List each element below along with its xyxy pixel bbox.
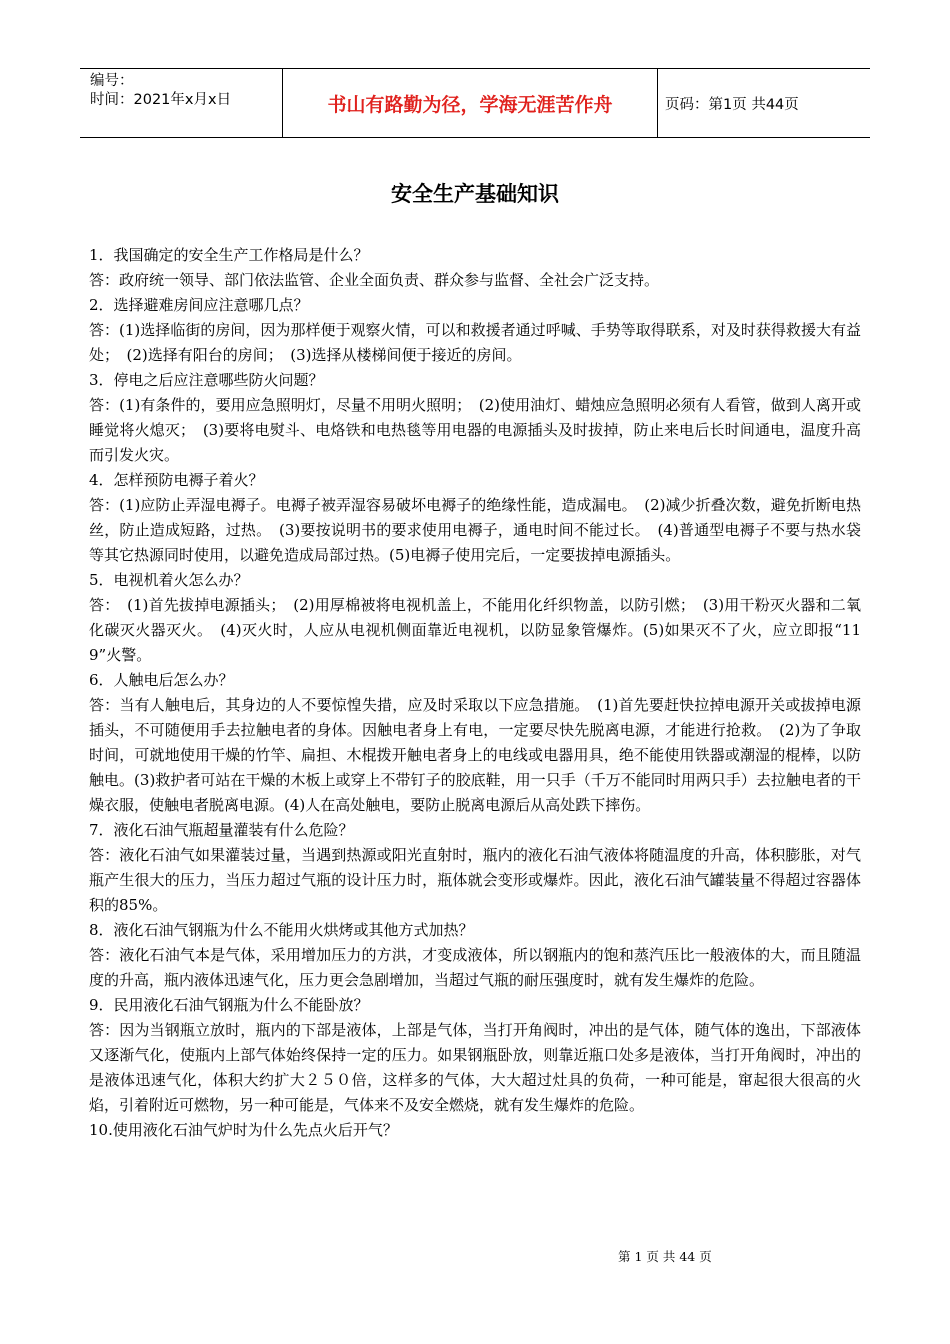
question-6: 6．人触电后怎么办？	[89, 671, 234, 689]
answer-3: 答：(1)有条件的，要用应急照明灯，尽量不用明火照明； (2)使用油灯、蜡烛应急照明必须有人看管，做到人离开或睡觉将火熄灭； (3)要将电熨斗、电烙铁和电热毯等用电器的电源插头及时拔掉，防止来电后长时间通电，温度升高而引发火灾。	[89, 396, 861, 464]
header-page-info: 页码：第1页 共44页	[665, 96, 799, 113]
document-body	[89, 243, 861, 1143]
question-3: 3．停电之后应注意哪些防火问题？	[89, 371, 324, 389]
page-footer: 第 1 页 共 44 页	[618, 1249, 712, 1264]
question-8: 8．液化石油气钢瓶为什么不能用火烘烤或其他方式加热？	[89, 921, 474, 939]
header-motto: 书山有路勤为径，学海无涯苦作舟	[282, 69, 658, 137]
question-4: 4．怎样预防电褥子着火？	[89, 471, 264, 489]
answer-6: 答：当有人触电后，其身边的人不要惊惶失措，应及时采取以下应急措施。 (1)首先要赶快拉掉电源开关或拔掉电源插头，不可随便用手去拉触电者的身体。因触电者身上有电，一定要尽快先脱离电源，才能进行抢救。 (2)为了争取时间，可就地使用干燥的竹竿、扁担、木棍拨开触电者身上的电线或电器用具，绝不能使用铁器或潮湿的棍棒，以防触电。(3)救护者可站在干燥的木板上或穿上不带钉子的胶底鞋，用一只手（千万不能同时用两只手）去拉触电者的干燥衣服，使触电者脱离电源。(4)人在高处触电，要防止脱离电源后从高处跌下摔伤。	[89, 696, 861, 814]
answer-1: 答：政府统一领导、部门依法监管、企业全面负责、群众参与监督、全社会广泛支持。	[89, 271, 660, 289]
document-number-label: 编号：	[90, 73, 134, 89]
question-2: 2．选择避难房间应注意哪几点？	[89, 296, 309, 314]
question-5: 5．电视机着火怎么办？	[89, 571, 249, 589]
question-7: 7．液化石油气瓶超量灌装有什么危险？	[89, 821, 354, 839]
page-header	[80, 68, 870, 138]
answer-5: 答： (1)首先拔掉电源插头； (2)用厚棉被将电视机盖上，不能用化纤织物盖，以防引燃； (3)用干粉灭火器和二氧化碳灭火器灭火。 (4)灭火时，人应从电视机侧面靠近电视机，以防显象管爆炸。(5)如果灭不了火，应立即报“11 9”火警。	[89, 596, 861, 664]
question-9: 9．民用液化石油气钢瓶为什么不能卧放？	[89, 996, 369, 1014]
answer-2: 答：(1)选择临街的房间，因为那样便于观察火情，可以和救援者通过呼喊、手势等取得联系，对及时获得救援大有益处； (2)选择有阳台的房间； (3)选择从楼梯间便于接近的房间。	[89, 321, 861, 364]
question-10: 10.使用液化石油气炉时为什么先点火后开气？	[89, 1121, 398, 1139]
answer-8: 答：液化石油气本是气体，采用增加压力的方洪，才变成液体，所以钢瓶内的饱和蒸汽压比一般液体的大，而且随温度的升高，瓶内液体迅速气化，压力更会急剧增加，当超过气瓶的耐压强度时，就有发生爆炸的危险。	[89, 946, 861, 989]
answer-7: 答：液化石油气如果灌装过量，当遇到热源或阳光直射时，瓶内的液化石油气液体将随温度的升高，体积膨胀，对气瓶产生很大的压力，当压力超过气瓶的设计压力时，瓶体就会变形或爆炸。因此，液化石油气罐装量不得超过容器体积的85%。	[89, 846, 861, 914]
document-title: 安全生产基础知识	[391, 182, 559, 206]
document-date-label: 时间：2021年x月x日	[90, 92, 232, 108]
answer-4: 答：(1)应防止弄湿电褥子。电褥子被弄湿容易破坏电褥子的绝缘性能，造成漏电。 (2)减少折叠次数，避免折断电热丝，防止造成短路，过热。 (3)要按说明书的要求使用电褥子，通电时间不能过长。 (4)普通型电褥子不要与热水袋等其它热源同时使用，以避免造成局部过热。(5)电褥子使用完后，一定要拔掉电源插头。	[89, 496, 861, 564]
header-meta	[80, 69, 282, 137]
question-1: 1．我国确定的安全生产工作格局是什么？	[89, 246, 369, 264]
answer-9: 答：因为当钢瓶立放时，瓶内的下部是液体，上部是气体，当打开角阀时，冲出的是气体，随气体的逸出，下部液体又逐渐气化，使瓶内上部气体始终保持一定的压力。如果钢瓶卧放，则靠近瓶口处多是液体，当打开角阀时，冲出的是液体迅速气化，体积大约扩大２５０倍，这样多的气体，大大超过灶具的负荷，一种可能是，窜起很大很高的火焰，引着附近可燃物，另一种可能是，气体来不及安全燃烧，就有发生爆炸的危险。	[89, 1021, 861, 1114]
